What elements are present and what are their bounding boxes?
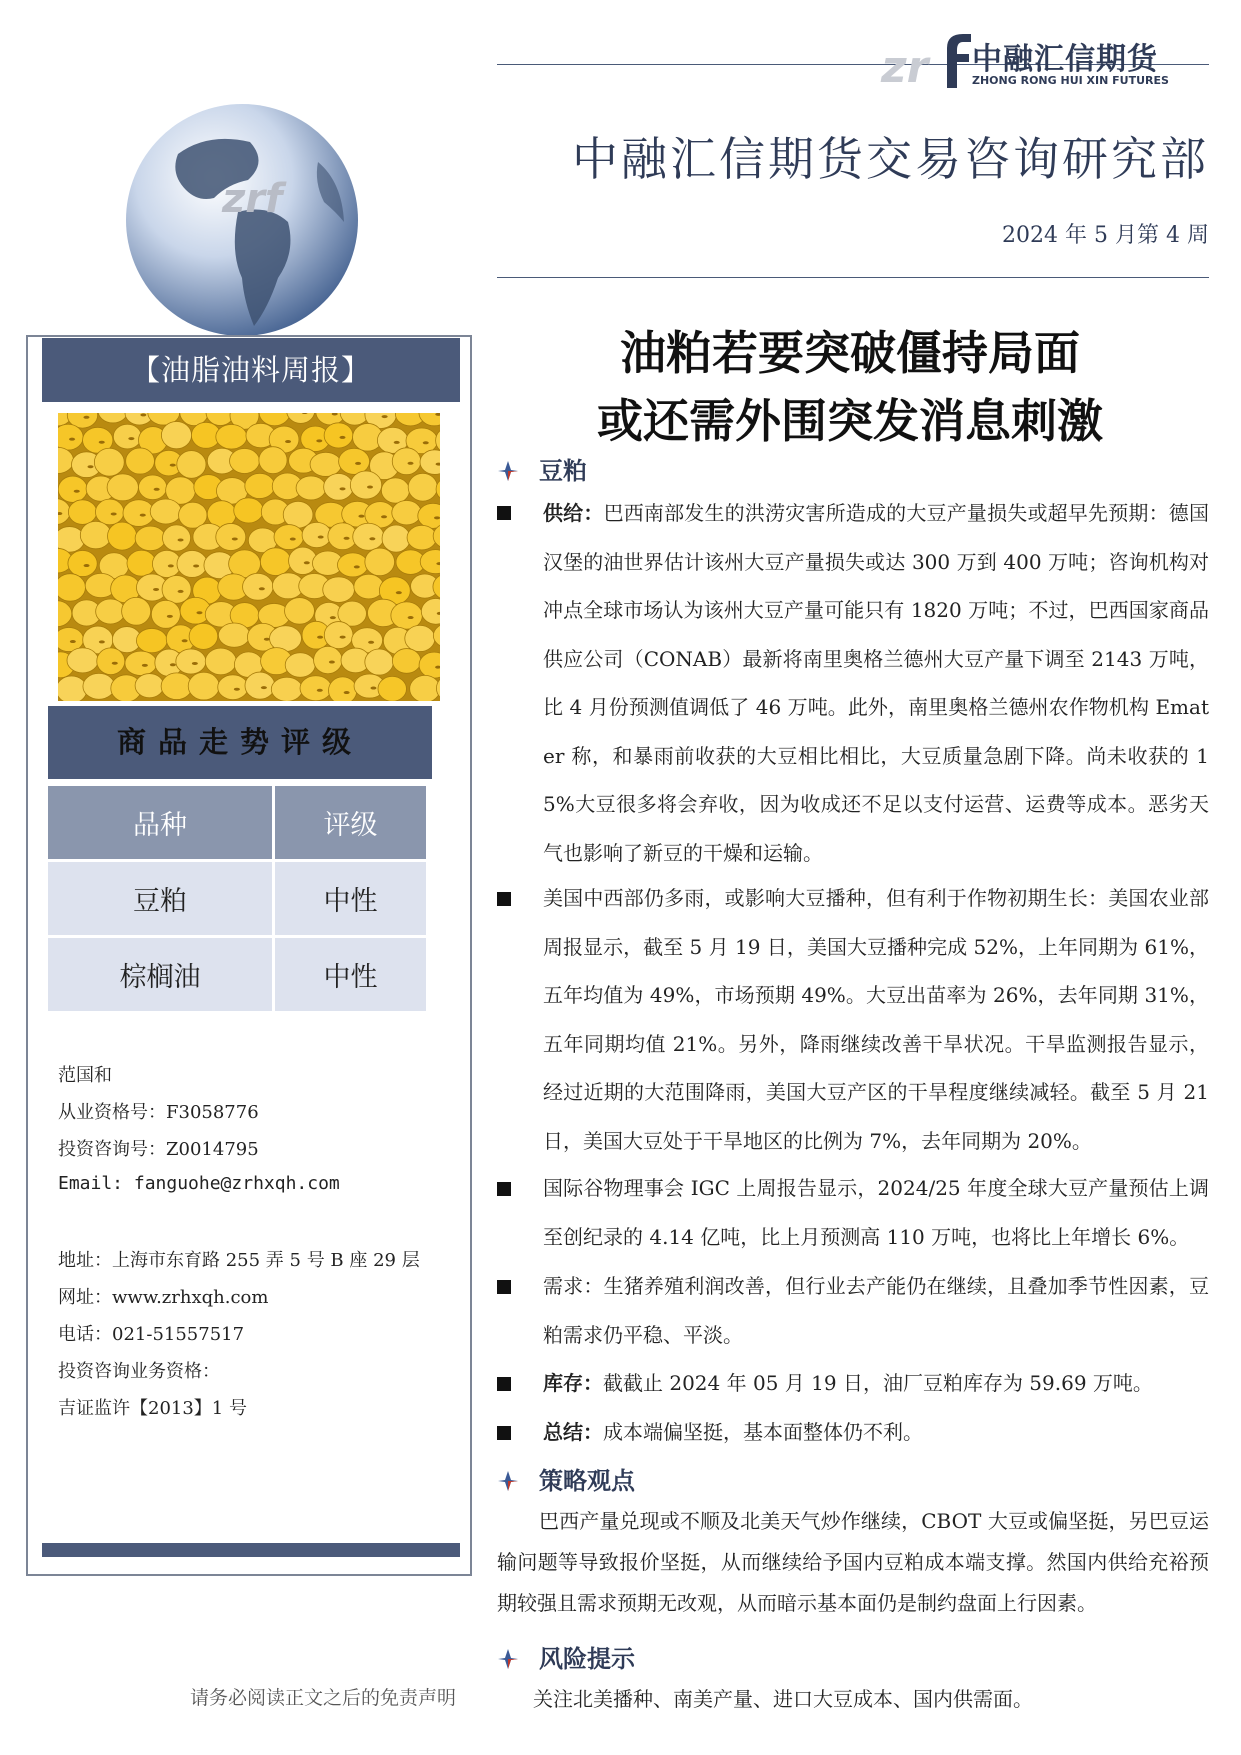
bullet-icon	[497, 892, 511, 906]
section-heading-strategy	[497, 1461, 635, 1496]
section-title: 策略观点	[539, 1466, 635, 1495]
stock-paragraph	[543, 1359, 1209, 1408]
rating-table	[45, 783, 429, 1014]
company-phone: 电话：021-51557517	[58, 1324, 245, 1345]
header-rule-bottom	[497, 277, 1209, 278]
analyst-license: 从业资格号：F3058776	[58, 1102, 259, 1123]
section-heading-soymeal	[497, 451, 587, 486]
bullet-icon	[497, 506, 511, 520]
rating-header-item: 品种	[48, 786, 272, 859]
strategy-paragraph: 巴西产量兑现或不顺及北美天气炒作继续，CBOT 大豆或偏坚挺，另巴豆运输问题等导致报价坚挺，从而继续给予国内豆粕成本端支撑。然国内供给充裕预期较强且需求预期无改观，从而暗示基本面仍是制约盘面上行因素。	[497, 1509, 1209, 1615]
department-heading: 中融汇信期货交易咨询研究部	[572, 132, 1209, 186]
section-bullet-icon	[497, 1648, 519, 1670]
supply-paragraph	[543, 489, 1209, 877]
rating-item: 豆粕	[48, 862, 272, 935]
risk-text: 关注北美播种、南美产量、进口大豆成本、国内供需面。	[533, 1687, 1033, 1711]
table-row	[48, 938, 426, 1011]
supply-label: 供给：	[543, 501, 604, 525]
stock-text: 截截止 2024 年 05 月 19 日，油厂豆粕库存为 59.69 万吨。	[603, 1371, 1153, 1395]
svg-text:zr: zr	[881, 42, 929, 92]
section-title: 风险提示	[539, 1644, 635, 1673]
analyst-name: 范国和	[58, 1065, 112, 1086]
rating-header-rating: 评级	[275, 786, 426, 859]
logo-en-text: ZHONG RONG HUI XIN FUTURES	[972, 74, 1169, 87]
us-weather-paragraph: 美国中西部仍多雨，或影响大豆播种，但有利于作物初期生长：美国农业部周报显示，截至 5 月 19 日，美国大豆播种完成 52%，上年同期为 61%，五年均值为 49%，市场预期 49%。大豆出苗率为 26%，去年同期 31%，五年同期均值 21%。另外，降雨继续改善干旱状况。干旱监测报告显示，经过近期的大范围降雨，美国大豆产区的干旱程度继续减轻。截至 5 月 21 日，美国大豆处于干旱地区的比例为 7%，去年同期为 20%。	[543, 886, 1209, 1153]
igc-paragraph: 国际谷物理事会 IGC 上周报告显示，2024/25 年度全球大豆产量预估上调至创纪录的 4.14 亿吨，比上月预测高 110 万吨，也将比上年增长 6%。	[543, 1176, 1209, 1249]
stock-label: 库存：	[543, 1371, 603, 1395]
supply-text: 巴西南部发生的洪涝灾害所造成的大豆产量损失或超早先预期：德国汉堡的油世界估计该州大豆产量损失或达 300 万到 400 万吨；咨询机构对冲点全球市场认为该州大豆产量可能只有 1820 万吨；不过，巴西国家商品供应公司（CONAB）最新将南里奥格兰德州大豆产量下调至 2143 万吨，比 4 月份预测值调低了 46 万吨。此外，南里奥格兰德州农作物机构 Emater 称，和暴雨前收获的大豆相比相比，大豆质量急剧下降。尚未收获的 15%大豆很多将会弃收，因为收成还不足以支付运营、运费等成本。恶劣天气也影响了新豆的干燥和运输。	[543, 501, 1209, 865]
report-title-line2: 或还需外围突发消息刺激	[597, 394, 1103, 448]
summary-paragraph	[543, 1408, 1209, 1457]
disclaimer-note: 请务必阅读正文之后的免责声明	[190, 1687, 457, 1709]
rating-table-header	[48, 786, 426, 859]
bullet-icon	[497, 1426, 511, 1440]
bullet-icon	[497, 1280, 511, 1294]
sidebar-bottom-bar	[42, 1543, 460, 1557]
summary-label: 总结：	[543, 1420, 603, 1444]
company-address: 地址：上海市东育路 255 弄 5 号 B 座 29 层	[58, 1250, 420, 1271]
section-bullet-icon	[497, 1470, 519, 1492]
qualification-number: 吉证监许【2013】1 号	[58, 1398, 247, 1419]
report-title-line1: 油粕若要突破僵持局面	[620, 326, 1080, 380]
rating-title: 商品走势评级	[48, 706, 432, 779]
demand-paragraph: 需求：生猪养殖利润改善，但行业去产能仍在继续，且叠加季节性因素，豆粕需求仍平稳、平淡。	[543, 1274, 1209, 1347]
globe-icon	[118, 102, 366, 340]
soybean-image	[58, 413, 440, 701]
bullet-icon	[497, 1182, 511, 1196]
bullet-icon	[497, 1377, 511, 1391]
rating-item: 棕榈油	[48, 938, 272, 1011]
company-website[interactable]: 网址：www.zrhxqh.com	[58, 1287, 269, 1308]
rating-value: 中性	[275, 862, 426, 935]
report-date: 2024 年 5 月第 4 周	[1002, 223, 1209, 248]
section-bullet-icon	[497, 460, 519, 482]
summary-text: 成本端偏坚挺，基本面整体仍不利。	[603, 1420, 923, 1444]
logo-cn-text: 中融汇信期货	[972, 42, 1158, 77]
report-name: 【油脂油料周报】	[42, 338, 460, 402]
analyst-consult-no: 投资咨询号：Z0014795	[58, 1139, 259, 1160]
svg-text:zrf: zrf	[222, 176, 283, 222]
analyst-email[interactable]: Email: fanguohe@zrhxqh.com	[58, 1173, 340, 1194]
rating-value: 中性	[275, 938, 426, 1011]
table-row	[48, 862, 426, 935]
section-title: 豆粕	[539, 456, 587, 485]
qualification-label: 投资咨询业务资格：	[58, 1361, 220, 1382]
section-heading-risk	[497, 1639, 635, 1674]
